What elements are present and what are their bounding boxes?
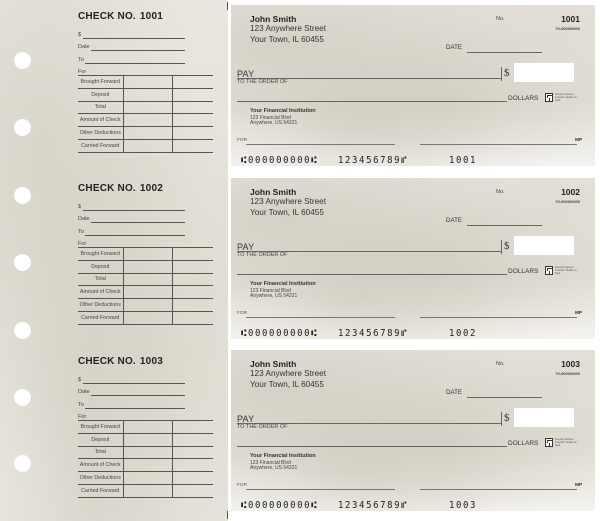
table-row: Total [78,273,213,286]
bank-address-line1: 123 Financial Blvd [250,459,291,466]
security-features-text: Security features included. Details on back. [555,266,577,275]
stub-column [0,0,228,521]
stub-for-field[interactable]: For [78,241,87,247]
written-amount-field[interactable] [237,101,507,102]
account-holder-address-line1: 123 Anywhere Street [250,197,327,206]
date-label: DATE [446,389,463,396]
micr-check-number: 1003 [449,500,478,512]
account-holder-address-line1: 123 Anywhere Street [250,24,327,33]
table-row: Carried Forward [78,139,213,152]
check-number-label: No. [496,16,505,22]
written-amount-field[interactable] [237,274,507,275]
memo-field[interactable] [246,489,395,490]
date-field[interactable] [467,225,542,226]
stub-title: CHECK NO. 1003 [78,356,163,367]
binder-hole [14,322,31,339]
bank-name: Your Financial Institution [250,281,316,287]
check [231,5,595,166]
dollars-label: DOLLARS [508,440,539,447]
bank-address-line1: 123 Financial Blvd [250,287,291,294]
signature-field[interactable] [420,489,577,490]
bank-address-line2: Anywhere, US 54321 [250,293,298,299]
security-features-text: Security features included. Details on back. [555,438,577,447]
register-table [78,75,213,153]
micr-account-number: 123456789⑈ [338,500,409,512]
stub-for-field[interactable]: For [78,414,87,420]
memo-field[interactable] [246,144,395,145]
check-number: 1003 [561,359,580,369]
amount-field[interactable] [514,63,574,82]
stub-title: CHECK NO. 1002 [78,183,163,194]
account-holder-name: John Smith [250,14,297,24]
stub-check-number: 1003 [139,356,163,367]
stub-amount-field[interactable]: $ [78,372,213,385]
binder-hole [14,455,31,472]
routing-fraction: 70-0000/0000 [555,371,580,376]
memo-label: FOR [237,138,248,143]
stub-check-number: 1002 [139,183,163,194]
stub-to-field[interactable]: To [78,52,213,65]
written-amount-field[interactable] [237,446,507,447]
signature-field[interactable] [420,144,577,145]
memo-label: FOR [237,311,248,316]
table-row: Deposit [78,433,213,446]
micr-account-number: 123456789⑈ [338,155,409,167]
bank-address-line2: Anywhere, US 54321 [250,465,298,471]
register-table [78,420,213,498]
account-holder-address-line2: Your Town, IL 60455 [250,207,324,217]
micr-routing-number: ⑆000000000⑆ [241,328,319,340]
check-stub [78,356,213,494]
micr-account-number: 123456789⑈ [338,328,409,340]
table-row: Other Deductions [78,472,213,485]
binder-hole [14,187,31,204]
stub-check-number: 1001 [139,11,163,22]
security-lock-icon [545,438,553,447]
binder-hole [14,119,31,136]
dollar-sign: $ [504,412,510,424]
amount-field[interactable] [514,236,574,255]
perforation-mark [227,2,228,10]
check-number-label: No. [496,361,505,367]
order-of-label: TO THE ORDER OF [237,424,288,430]
check-number-label: No. [496,189,505,195]
date-label: DATE [446,217,463,224]
dollar-sign: $ [504,67,510,79]
memo-label: FOR [237,483,248,488]
dollars-label: DOLLARS [508,95,539,102]
micr-check-number: 1001 [449,155,478,167]
signature-field[interactable] [420,317,577,318]
pay-label: PAY [237,414,255,424]
date-label: DATE [446,44,463,51]
account-holder-name: John Smith [250,187,297,197]
routing-fraction: 70-0000/0000 [555,199,580,204]
table-row: Brought Forward [78,248,213,261]
table-row: Deposit [78,88,213,101]
micr-routing-number: ⑆000000000⑆ [241,155,319,167]
dollar-sign: $ [504,240,510,252]
stub-amount-field[interactable]: $ [78,199,213,212]
perforation-mark [227,511,228,519]
pay-label: PAY [237,242,255,252]
account-holder-name: John Smith [250,359,297,369]
check [231,178,595,339]
mp-security-mark: MP [575,483,583,488]
divider [501,412,502,426]
check [231,350,595,511]
bank-address-line2: Anywhere, US 54321 [250,120,298,126]
security-lock-icon [545,266,553,275]
stub-to-field[interactable]: To [78,397,213,410]
routing-fraction: 70-0000/0000 [555,26,580,31]
dollars-label: DOLLARS [508,268,539,275]
stub-to-field[interactable]: To [78,224,213,237]
binder-hole [14,52,31,69]
order-of-label: TO THE ORDER OF [237,252,288,258]
check-stub [78,183,213,321]
date-field[interactable] [467,397,542,398]
table-row: Total [78,446,213,459]
bank-name: Your Financial Institution [250,453,316,459]
table-row: Amount of Check [78,114,213,127]
memo-field[interactable] [246,317,395,318]
pay-label: PAY [237,69,255,79]
stub-title: CHECK NO. 1001 [78,11,163,22]
check-number: 1001 [561,14,580,24]
order-of-label: TO THE ORDER OF [237,79,288,85]
divider [501,240,502,254]
table-row: Amount of Check [78,286,213,299]
table-row: Brought Forward [78,76,213,89]
bank-address-line1: 123 Financial Blvd [250,114,291,121]
account-holder-address-line2: Your Town, IL 60455 [250,379,324,389]
security-features-text: Security features included. Details on back. [555,93,577,102]
account-holder-address-line2: Your Town, IL 60455 [250,34,324,44]
table-row: Total [78,101,213,114]
stub-date-field[interactable]: Date [78,40,213,53]
stub-amount-field[interactable]: $ [78,27,213,40]
table-row: Deposit [78,260,213,273]
table-row: Other Deductions [78,299,213,312]
binder-hole [14,389,31,406]
account-holder-address-line1: 123 Anywhere Street [250,369,327,378]
security-lock-icon [545,93,553,102]
table-row: Other Deductions [78,127,213,140]
mp-security-mark: MP [575,311,583,316]
binder-hole [14,254,31,271]
check-stub [78,11,213,149]
date-field[interactable] [467,52,542,53]
stub-date-field[interactable]: Date [78,212,213,225]
table-row: Amount of Check [78,459,213,472]
bank-name: Your Financial Institution [250,108,316,114]
register-table [78,247,213,325]
micr-check-number: 1002 [449,328,478,340]
mp-security-mark: MP [575,138,583,143]
micr-routing-number: ⑆000000000⑆ [241,500,319,512]
check-number: 1002 [561,187,580,197]
table-row: Brought Forward [78,421,213,434]
stub-date-field[interactable]: Date [78,385,213,398]
stub-for-field[interactable]: For [78,69,87,75]
divider [501,67,502,81]
table-row: Carried Forward [78,311,213,324]
table-row: Carried Forward [78,484,213,497]
amount-field[interactable] [514,408,574,427]
